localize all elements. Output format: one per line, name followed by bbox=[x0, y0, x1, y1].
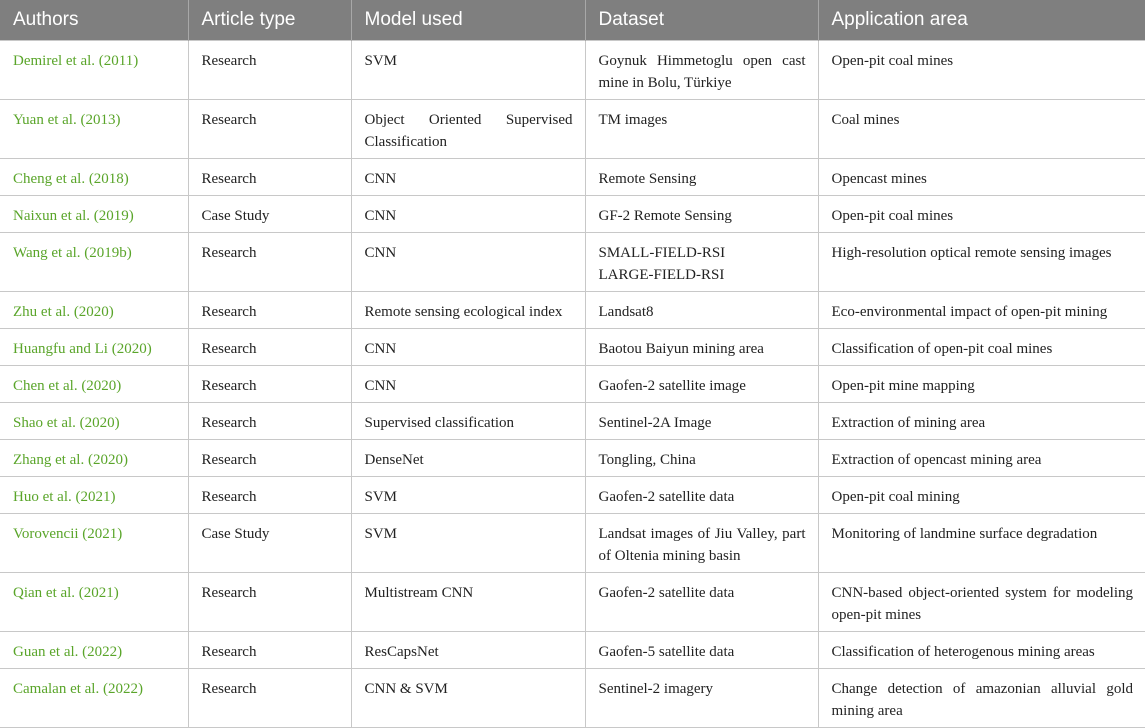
model-cell: CNN bbox=[351, 158, 585, 195]
type-cell: Research bbox=[188, 232, 351, 291]
author-cell[interactable]: Camalan et al. (2022) bbox=[0, 668, 188, 727]
type-cell: Research bbox=[188, 572, 351, 631]
header-article-type: Article type bbox=[188, 0, 351, 40]
model-cell: ResCapsNet bbox=[351, 631, 585, 668]
author-cell[interactable]: Huangfu and Li (2020) bbox=[0, 328, 188, 365]
table-row bbox=[0, 572, 1145, 631]
author-cell[interactable]: Zhu et al. (2020) bbox=[0, 291, 188, 328]
type-cell: Research bbox=[188, 365, 351, 402]
area-cell: Extraction of opencast mining area bbox=[818, 439, 1145, 476]
table-row bbox=[0, 232, 1145, 291]
table-row bbox=[0, 365, 1145, 402]
table-row bbox=[0, 40, 1145, 99]
dataset-cell: Goynuk Himmetoglu open cast mine in Bolu, Türkiye bbox=[585, 40, 818, 99]
model-cell: CNN bbox=[351, 195, 585, 232]
area-cell: Opencast mines bbox=[818, 158, 1145, 195]
area-cell: Classification of heterogenous mining areas bbox=[818, 631, 1145, 668]
dataset-cell: Baotou Baiyun mining area bbox=[585, 328, 818, 365]
type-cell: Case Study bbox=[188, 513, 351, 572]
author-cell[interactable]: Guan et al. (2022) bbox=[0, 631, 188, 668]
area-cell: Extraction of mining area bbox=[818, 402, 1145, 439]
dataset-cell: TM images bbox=[585, 99, 818, 158]
author-cell[interactable]: Wang et al. (2019b) bbox=[0, 232, 188, 291]
table-row bbox=[0, 668, 1145, 727]
header-application-area: Application area bbox=[818, 0, 1145, 40]
dataset-cell: Gaofen-2 satellite data bbox=[585, 572, 818, 631]
type-cell: Research bbox=[188, 158, 351, 195]
area-cell: Classification of open-pit coal mines bbox=[818, 328, 1145, 365]
type-cell: Research bbox=[188, 668, 351, 727]
dataset-cell: Tongling, China bbox=[585, 439, 818, 476]
model-cell: Object Oriented Supervised Classification bbox=[351, 99, 585, 158]
author-cell[interactable]: Yuan et al. (2013) bbox=[0, 99, 188, 158]
dataset-cell: GF-2 Remote Sensing bbox=[585, 195, 818, 232]
author-cell[interactable]: Chen et al. (2020) bbox=[0, 365, 188, 402]
area-cell: Change detection of amazonian alluvial gold mining area bbox=[818, 668, 1145, 727]
type-cell: Research bbox=[188, 328, 351, 365]
table-header bbox=[0, 0, 1145, 40]
header-authors: Authors bbox=[0, 0, 188, 40]
model-cell: CNN bbox=[351, 232, 585, 291]
area-cell: Monitoring of landmine surface degradation bbox=[818, 513, 1145, 572]
author-cell[interactable]: Huo et al. (2021) bbox=[0, 476, 188, 513]
author-cell[interactable]: Cheng et al. (2018) bbox=[0, 158, 188, 195]
model-cell: CNN bbox=[351, 365, 585, 402]
model-cell: CNN & SVM bbox=[351, 668, 585, 727]
area-cell: High-resolution optical remote sensing images bbox=[818, 232, 1145, 291]
area-cell: Open-pit coal mines bbox=[818, 195, 1145, 232]
type-cell: Research bbox=[188, 99, 351, 158]
dataset-cell: Gaofen-2 satellite data bbox=[585, 476, 818, 513]
table-row bbox=[0, 99, 1145, 158]
type-cell: Research bbox=[188, 439, 351, 476]
table-row bbox=[0, 291, 1145, 328]
author-cell[interactable]: Shao et al. (2020) bbox=[0, 402, 188, 439]
dataset-cell: Gaofen-2 satellite image bbox=[585, 365, 818, 402]
area-cell: Open-pit coal mining bbox=[818, 476, 1145, 513]
table-row bbox=[0, 402, 1145, 439]
table-row bbox=[0, 631, 1145, 668]
type-cell: Research bbox=[188, 40, 351, 99]
area-cell: CNN-based object-oriented system for modeling open-pit mines bbox=[818, 572, 1145, 631]
area-cell: Coal mines bbox=[818, 99, 1145, 158]
author-cell[interactable]: Demirel et al. (2011) bbox=[0, 40, 188, 99]
model-cell: Multistream CNN bbox=[351, 572, 585, 631]
area-cell: Open-pit coal mines bbox=[818, 40, 1145, 99]
model-cell: SVM bbox=[351, 513, 585, 572]
table-row bbox=[0, 158, 1145, 195]
table-row bbox=[0, 328, 1145, 365]
model-cell: Supervised classification bbox=[351, 402, 585, 439]
area-cell: Open-pit mine mapping bbox=[818, 365, 1145, 402]
author-cell[interactable]: Vorovencii (2021) bbox=[0, 513, 188, 572]
model-cell: CNN bbox=[351, 328, 585, 365]
header-model-used: Model used bbox=[351, 0, 585, 40]
type-cell: Research bbox=[188, 631, 351, 668]
table-row bbox=[0, 195, 1145, 232]
dataset-cell: Landsat images of Jiu Valley, part of Oltenia mining basin bbox=[585, 513, 818, 572]
area-cell: Eco-environmental impact of open-pit mining bbox=[818, 291, 1145, 328]
dataset-cell: Sentinel-2 imagery bbox=[585, 668, 818, 727]
dataset-cell: SMALL-FIELD-RSI LARGE-FIELD-RSI bbox=[585, 232, 818, 291]
dataset-cell: Sentinel-2A Image bbox=[585, 402, 818, 439]
table-row bbox=[0, 476, 1145, 513]
author-cell[interactable]: Zhang et al. (2020) bbox=[0, 439, 188, 476]
dataset-cell: Gaofen-5 satellite data bbox=[585, 631, 818, 668]
model-cell: Remote sensing ecological index bbox=[351, 291, 585, 328]
table-body bbox=[0, 40, 1145, 727]
dataset-cell: Landsat8 bbox=[585, 291, 818, 328]
model-cell: DenseNet bbox=[351, 439, 585, 476]
header-row bbox=[0, 0, 1145, 40]
header-dataset: Dataset bbox=[585, 0, 818, 40]
table-row bbox=[0, 439, 1145, 476]
type-cell: Case Study bbox=[188, 195, 351, 232]
dataset-cell: Remote Sensing bbox=[585, 158, 818, 195]
model-cell: SVM bbox=[351, 40, 585, 99]
table-row bbox=[0, 513, 1145, 572]
type-cell: Research bbox=[188, 476, 351, 513]
author-cell[interactable]: Naixun et al. (2019) bbox=[0, 195, 188, 232]
author-cell[interactable]: Qian et al. (2021) bbox=[0, 572, 188, 631]
model-cell: SVM bbox=[351, 476, 585, 513]
type-cell: Research bbox=[188, 402, 351, 439]
type-cell: Research bbox=[188, 291, 351, 328]
